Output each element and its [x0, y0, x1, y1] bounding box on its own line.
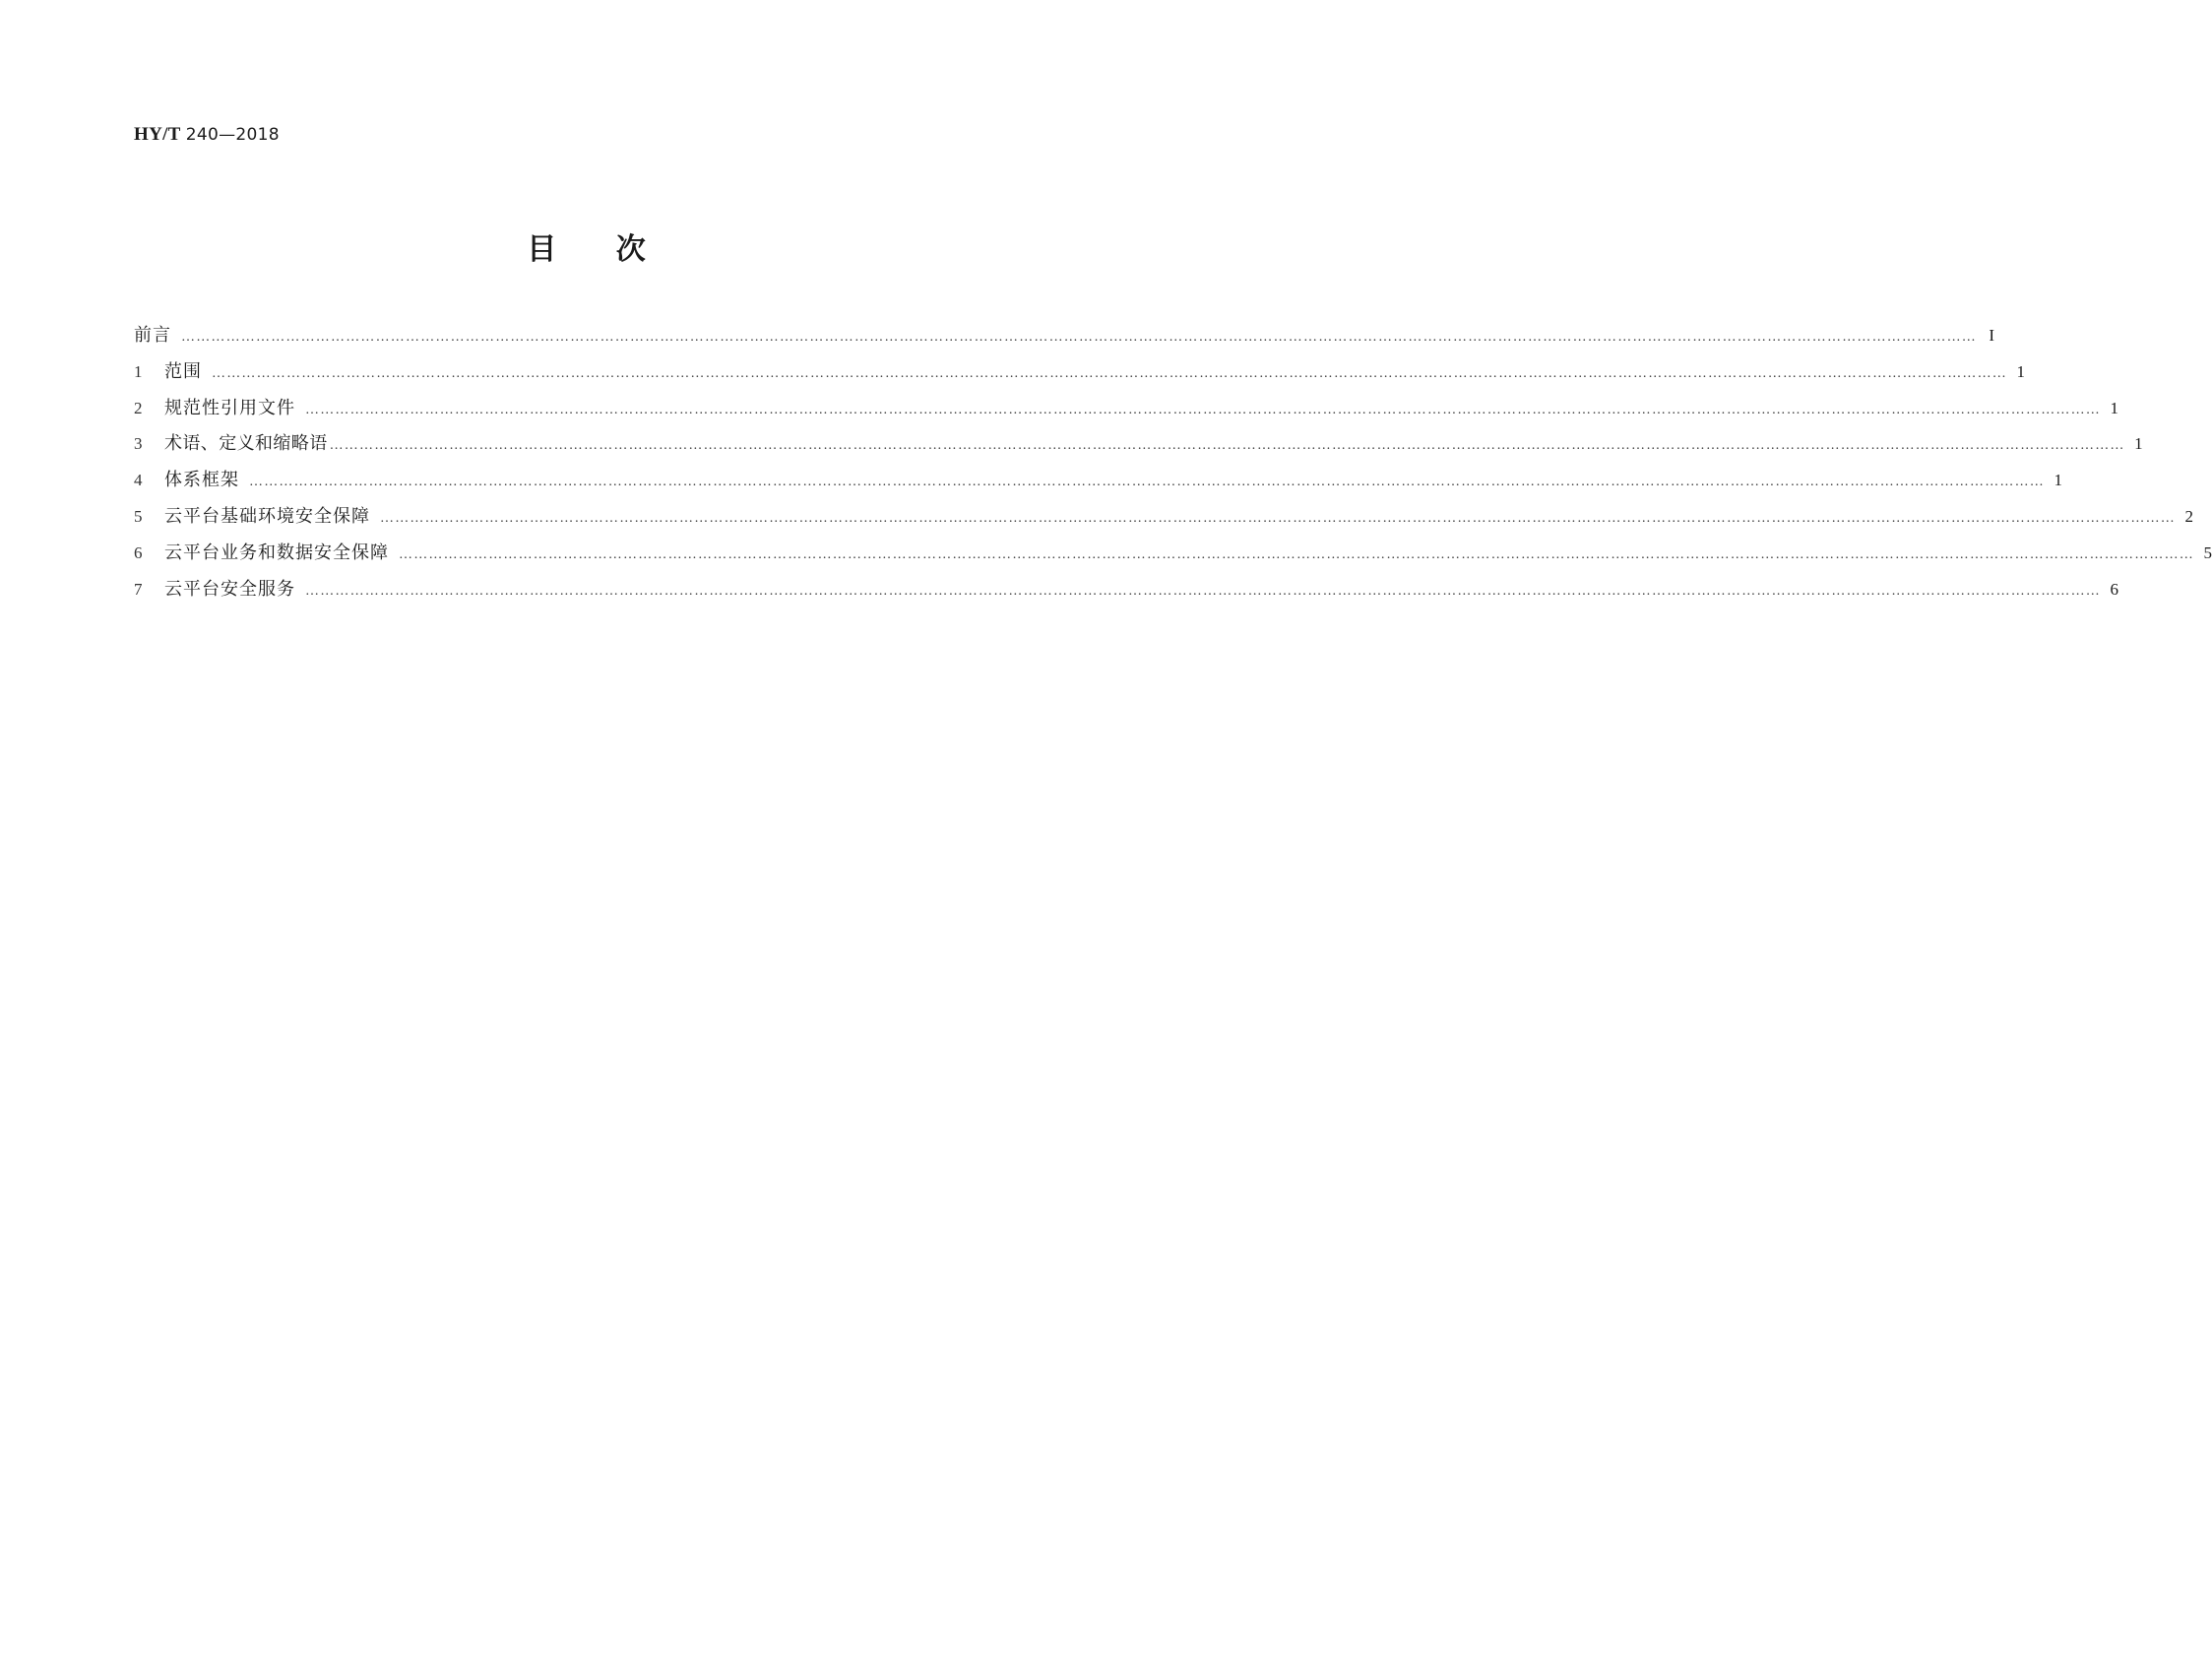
toc-entry-number: 5: [134, 506, 143, 526]
toc-entry-terms-definitions[interactable]: [134, 432, 2143, 469]
toc-entry-page: 1: [2110, 398, 2118, 417]
toc-entry-title: 术语、定义和缩略语: [164, 433, 328, 455]
toc-entry-number: 2: [134, 398, 143, 417]
toc-entry-title: 规范性引用文件: [164, 397, 295, 418]
toc-entry-page: 1: [2016, 361, 2025, 381]
toc-leader-dots: ………………………………………………………………………………………………………………………………………………………………………………………………………………………………………………………………………………………………………………………………: [305, 583, 2101, 599]
document-number: 240—2018: [185, 125, 280, 145]
toc-entry-title: 前言: [134, 325, 171, 346]
toc-leader-dots: ………………………………………………………………………………………………………………………………………………………………………………………………………………………………………………………………………………………………………………………………: [305, 402, 2101, 417]
toc-entry-foreword[interactable]: [134, 324, 1994, 360]
toc-entry-page: 2: [2184, 506, 2193, 526]
document-code: [134, 124, 280, 146]
toc-entry-framework[interactable]: [134, 469, 2062, 505]
toc-entry-number: 7: [134, 579, 143, 599]
toc-entry-normative-references[interactable]: [134, 397, 2118, 433]
toc-title: 目 次: [527, 232, 646, 267]
toc-entry-number: 6: [134, 542, 143, 562]
toc-entry-page: 1: [2134, 434, 2143, 454]
toc-entry-page: 1: [2054, 471, 2062, 490]
toc-leader-dots: ………………………………………………………………………………………………………………………………………………………………………………………………………………………………………………………………………………………………………………………………: [399, 546, 2194, 562]
toc-leader-dots: ………………………………………………………………………………………………………………………………………………………………………………………………………………………………………………………………………………………………………………………………: [329, 438, 2125, 454]
table-of-contents: [134, 324, 2212, 613]
toc-entry-scope[interactable]: [134, 360, 2025, 397]
toc-entry-title: 云平台基础环境安全保障: [164, 505, 370, 527]
toc-entry-page: 6: [2110, 579, 2118, 599]
toc-entry-number: 4: [134, 471, 143, 490]
toc-entry-number: 3: [134, 434, 143, 454]
toc-leader-dots: ………………………………………………………………………………………………………………………………………………………………………………………………………………………………………………………………………………………………………………………………: [249, 475, 2045, 490]
document-series: HY/T: [134, 124, 181, 145]
toc-leader-dots: ………………………………………………………………………………………………………………………………………………………………………………………………………………………………………………………………………………………………………………………………: [380, 510, 2176, 526]
toc-leader-dots: ………………………………………………………………………………………………………………………………………………………………………………………………………………………………………………………………………………………………………………………………: [212, 365, 2007, 381]
toc-entry-title: 云平台安全服务: [164, 578, 295, 600]
toc-entry-page: 5: [2203, 542, 2212, 562]
toc-entry-title: 体系框架: [164, 470, 239, 491]
toc-leader-dots: ………………………………………………………………………………………………………………………………………………………………………………………………………………………………………………………………………………………………………………………………: [181, 330, 1977, 345]
toc-entry-title: 云平台业务和数据安全保障: [164, 542, 389, 563]
toc-entry-business-data-security[interactable]: [134, 542, 2212, 578]
toc-entry-infrastructure-security[interactable]: [134, 505, 2193, 542]
toc-entry-security-services[interactable]: [134, 578, 2118, 614]
toc-entry-title: 范围: [164, 360, 202, 382]
toc-entry-number: 1: [134, 361, 143, 381]
toc-entry-page: I: [1989, 326, 1994, 345]
